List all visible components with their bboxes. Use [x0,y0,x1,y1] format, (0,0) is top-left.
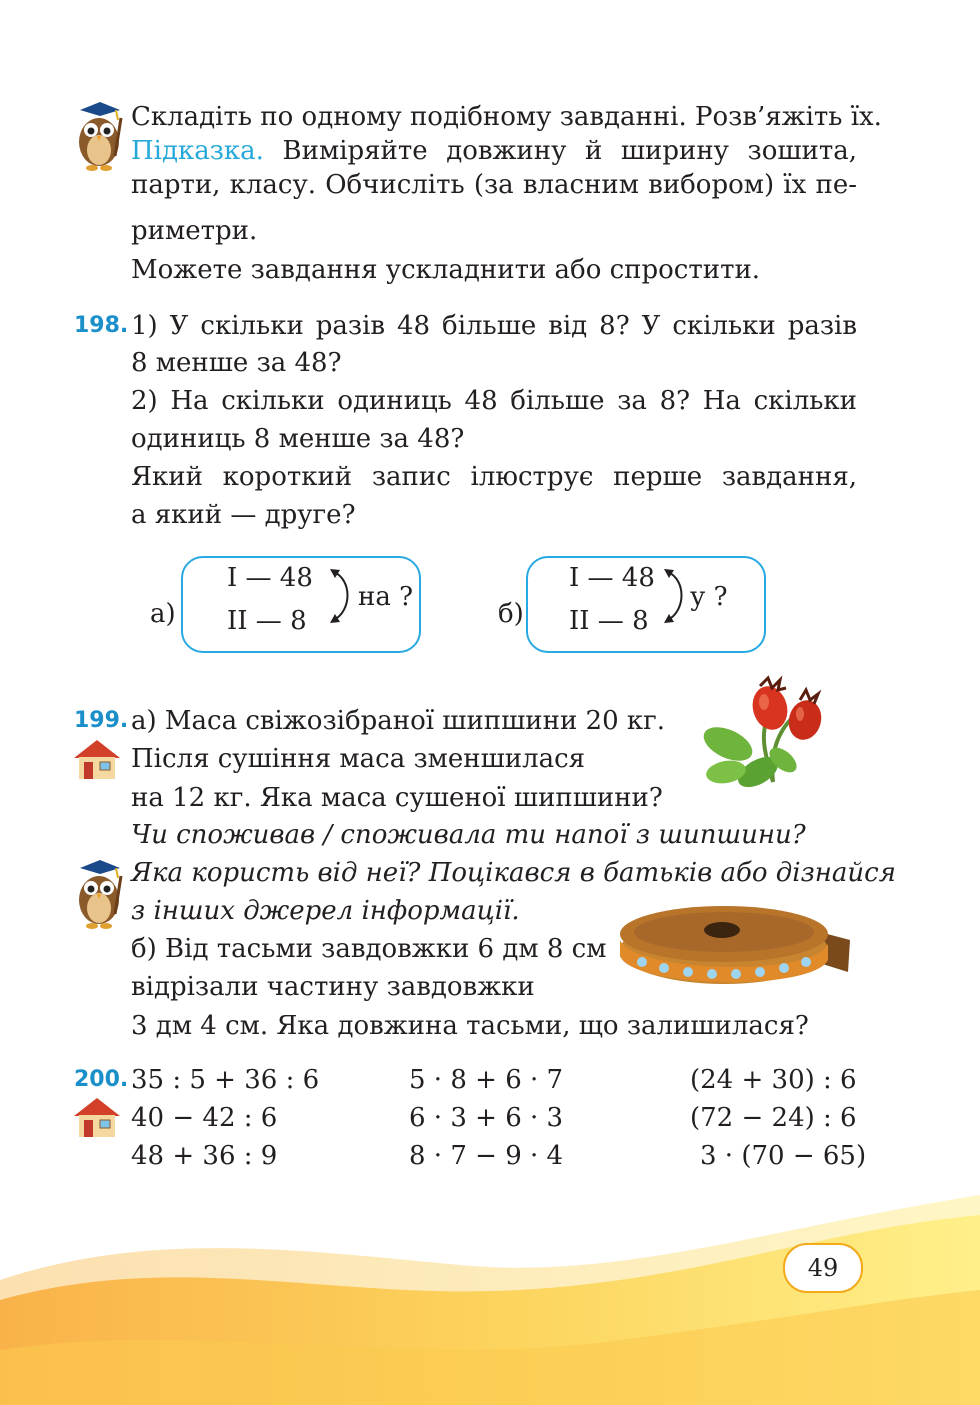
task-199-line-9: 3 дм 4 см. Яка довжина тасьми, що залишилася? [131,1011,809,1041]
box-b-label: б) [498,599,524,629]
expression: (72 − 24) : 6 [690,1103,857,1133]
task-198-line-6: а який — друге? [131,500,356,530]
task-199-line-7: б) Від тасьми завдовжки 6 дм 8 см [131,934,607,964]
rosehip-image [698,672,843,804]
task-198-line-5: Який короткий запис ілюструє перше завдання, [131,462,857,492]
task-199-line-5-block [131,856,896,890]
box-a-row-1: I — 48 [227,563,313,593]
expression: 48 + 36 : 9 [131,1141,278,1171]
box-b-row-2: II — 8 [569,606,649,636]
box-a-label: а) [150,599,176,629]
expression: 5 · 8 + 6 · 7 [409,1065,564,1095]
task-198-line-5-block [131,460,857,494]
intro-text [131,100,882,202]
curved-arrow-icon [328,566,356,626]
box-b-row-1: I — 48 [569,563,655,593]
intro-line-4: риметри. [131,216,258,246]
intro-line-3: парти, класу. Обчисліть (за власним вибором) їх пе- [131,170,857,200]
task-199-line-8: відрізали частину завдовжки [131,972,535,1002]
box-a-row-2: II — 8 [227,606,307,636]
expression: (24 + 30) : 6 [690,1065,857,1095]
curved-arrow-icon [662,566,690,626]
ribbon-roll-image [612,900,854,990]
task-198-line-4: одиниць 8 менше за 48? [131,424,465,454]
expression: 8 · 7 − 9 · 4 [409,1141,564,1171]
expression: 40 − 42 : 6 [131,1103,278,1133]
owl-professor-icon [66,858,128,934]
task-199-line-1: а) Маса свіжозібраної шипшини 20 кг. [131,706,666,736]
task-199-number: 199. [74,708,129,733]
owl-professor-icon [66,100,128,176]
house-icon [72,1096,122,1138]
task-199-line-6: з інших джерел інформації. [131,896,520,926]
task-199-line-4: Чи споживав / споживала ти напої з шипшини? [131,820,806,850]
hint-text: Виміряйте довжину й ширину зошита, [282,136,857,166]
task-200-number: 200. [74,1067,129,1092]
task-199-line-3: на 12 кг. Яка маса сушеної шипшини? [131,783,663,813]
task-198-line-1-block [131,309,857,343]
task-198-line-1: 1) У скільки разів 48 більше від 8? У скільки разів [131,311,857,341]
expression: 35 : 5 + 36 : 6 [131,1065,320,1095]
task-198-line-3-block [131,384,857,418]
task-198-line-2: 8 менше за 48? [131,348,342,378]
box-b-question: у ? [690,582,728,612]
house-icon [72,738,122,780]
intro-line-1: Складіть по одному подібному завданні. Розв’яжіть їх. [131,102,882,132]
intro-line-2 [131,134,857,168]
expression: 6 · 3 + 6 · 3 [409,1103,564,1133]
task-198-number: 198. [74,313,129,338]
page-number: 49 [783,1243,863,1293]
task-198-line-3: 2) На скільки одиниць 48 більше за 8? На скільки [131,386,857,416]
intro-line-5: Можете завдання ускладнити або спростити. [131,255,761,285]
task-199-line-2: Після сушіння маса зменшилася [131,744,586,774]
box-a-question: на ? [358,582,414,612]
task-199-line-5: Яка користь від неї? Поцікався в батьків або дізнайся [131,858,896,888]
hint-label: Підказка. [131,136,264,166]
expression: 3 · (70 − 65) [700,1141,867,1171]
